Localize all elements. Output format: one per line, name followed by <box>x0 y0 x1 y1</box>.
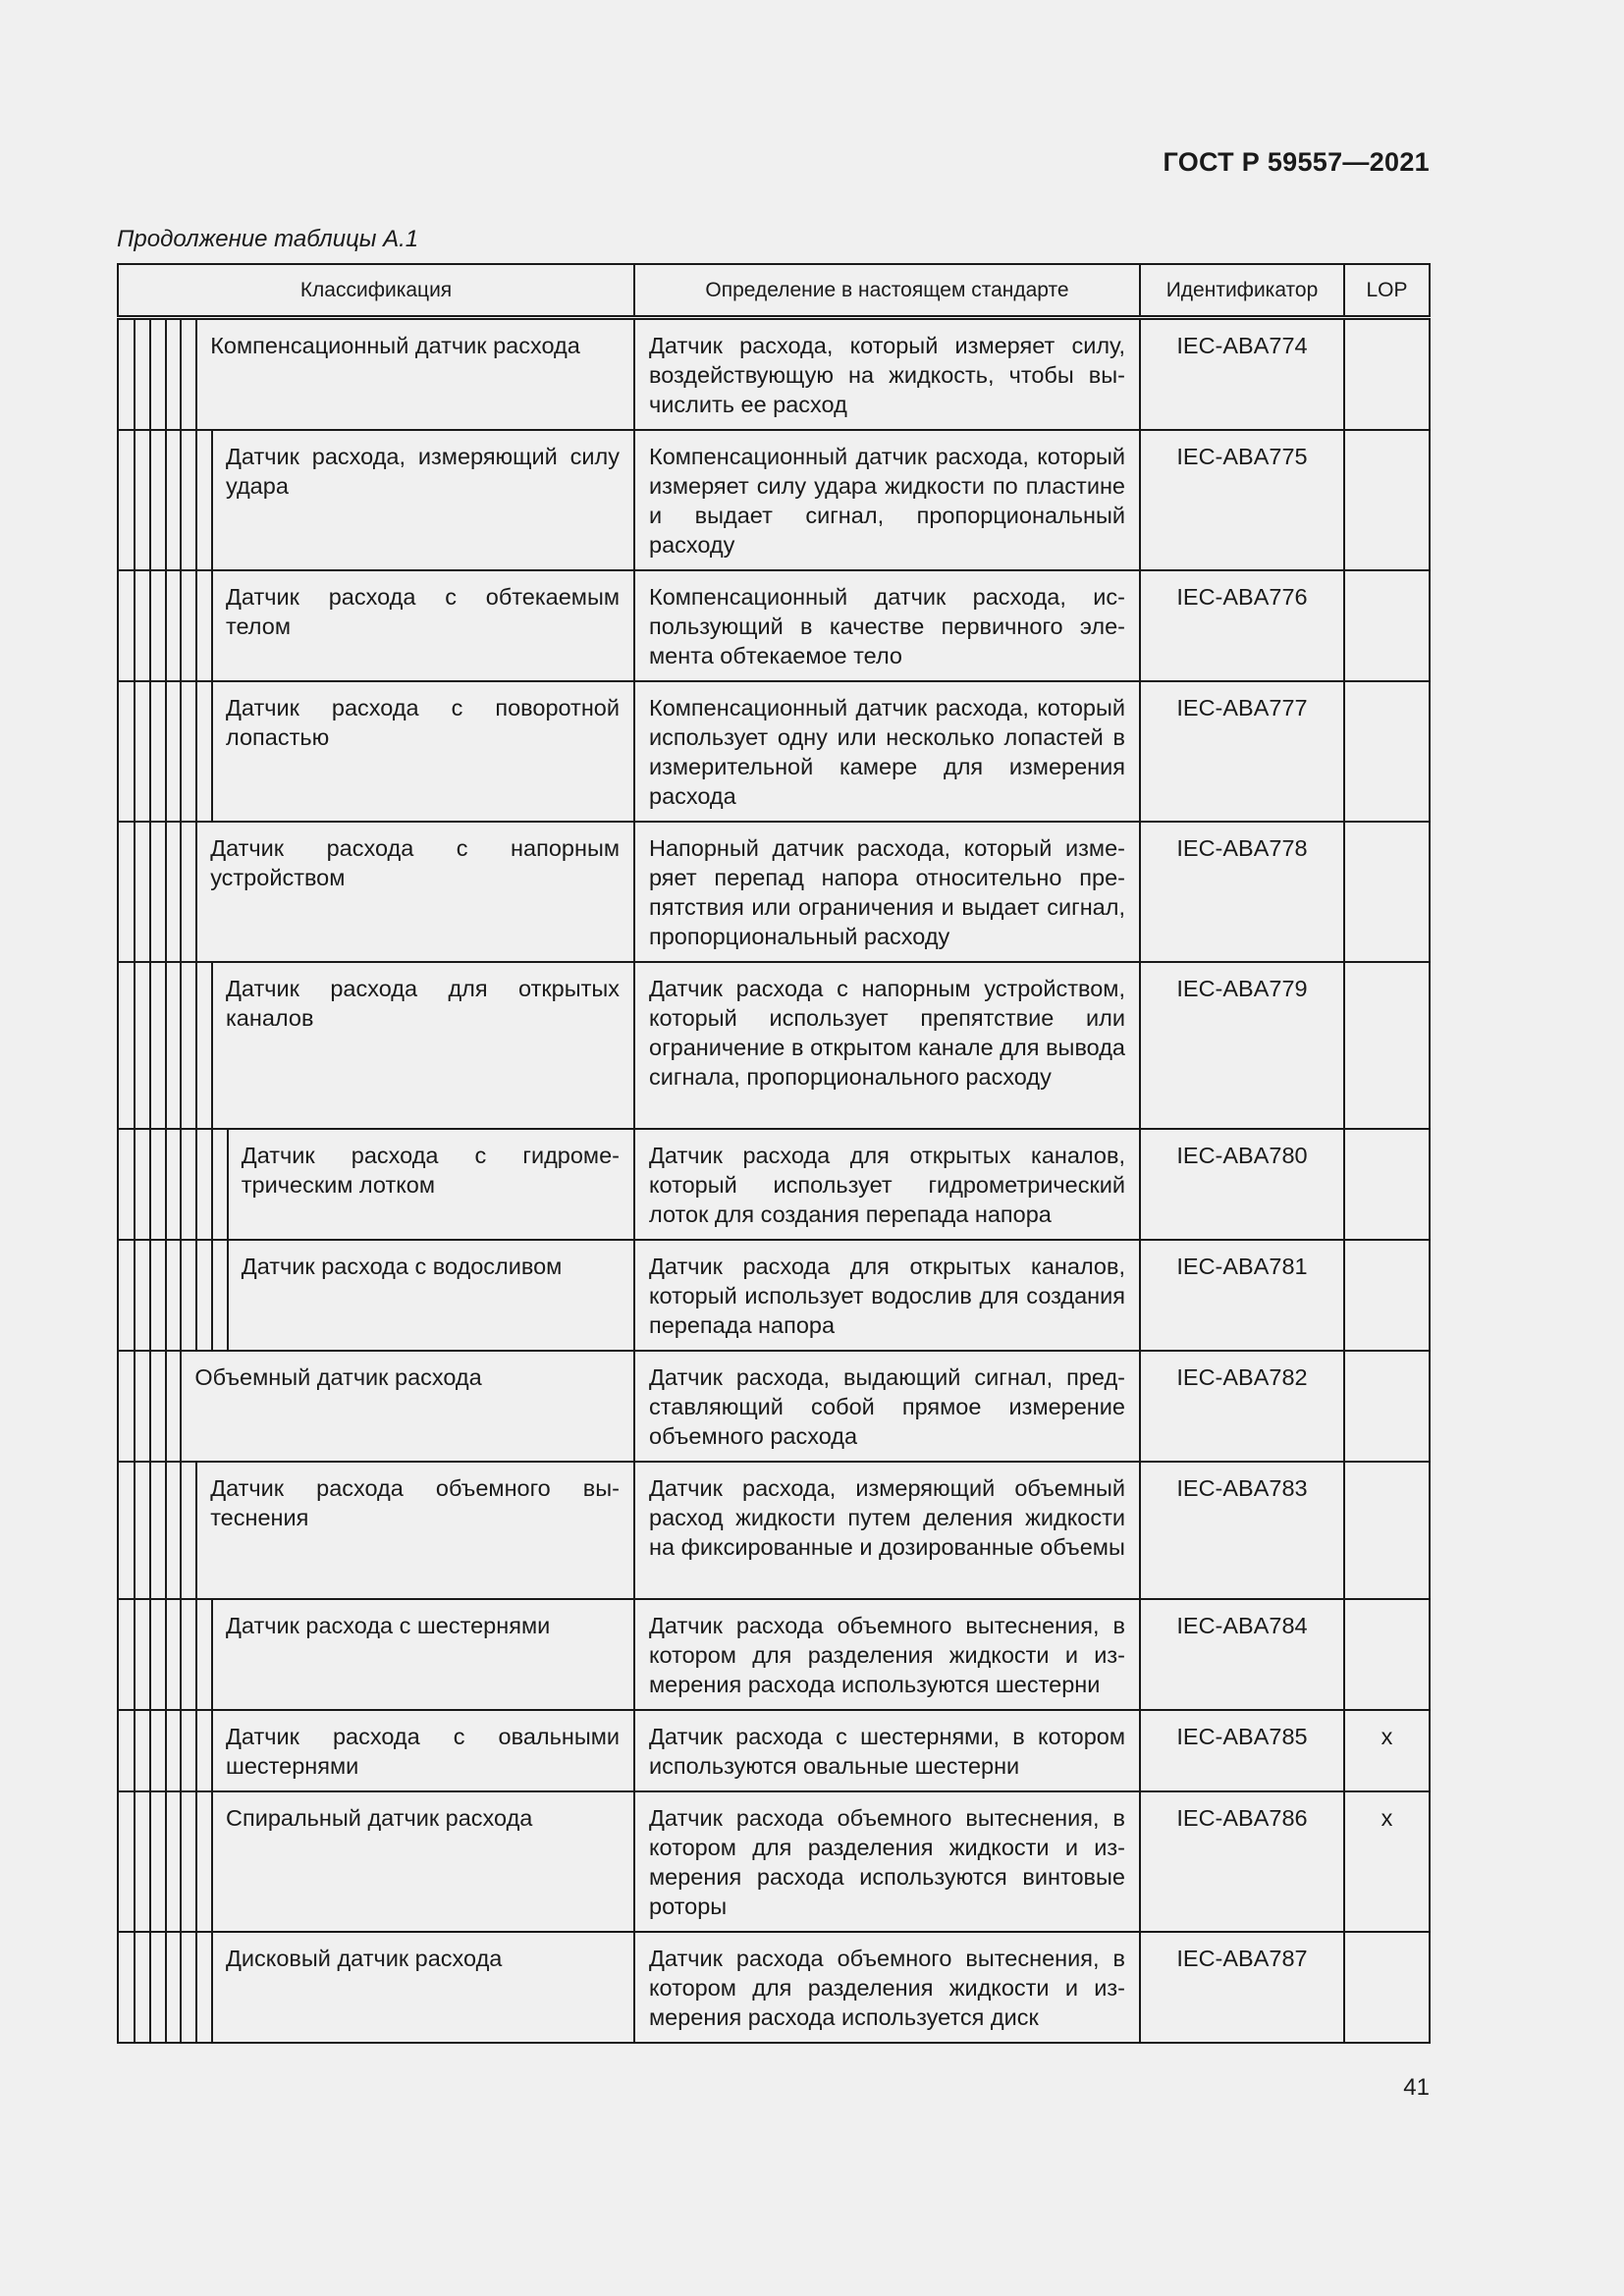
lop-cell <box>1344 1599 1430 1710</box>
definition-cell: Датчик расхода с шестернями, в котором используются овальные шестерни <box>634 1710 1140 1791</box>
hierarchy-line <box>134 1710 135 1791</box>
lop-cell <box>1344 681 1430 822</box>
hierarchy-line <box>165 1599 167 1710</box>
table-row <box>118 1599 1430 1710</box>
hierarchy-line <box>180 681 182 822</box>
hierarchy-line <box>165 1462 167 1599</box>
hierarchy-line <box>195 1932 197 2043</box>
classification-cell <box>118 430 634 570</box>
lop-cell <box>1344 430 1430 570</box>
classification-cell <box>118 1351 634 1462</box>
identifier-cell: IEC-ABA783 <box>1140 1462 1344 1599</box>
hierarchy-line <box>211 1240 213 1351</box>
definition-cell: Напорный датчик расхода, который измеряет перепад напора относительно препятствия или ограничения и выдает сигнал, пропорциональный расходу <box>634 822 1140 962</box>
lop-cell <box>1344 1351 1430 1462</box>
table-row <box>118 681 1430 822</box>
classification-cell <box>118 822 634 962</box>
hierarchy-line <box>195 570 197 681</box>
classification-cell <box>118 1129 634 1240</box>
table-row <box>118 1351 1430 1462</box>
classification-name: Дисковый датчик расхода <box>226 1946 503 1971</box>
definition-cell: Датчик расхода с напорным устройством, который использует препятствие или ограничение в открытом канале для вывода сигнала, пропорционального расходу <box>634 962 1140 1129</box>
header-definition: Определение в настоящем стандарте <box>634 264 1140 318</box>
hierarchy-line <box>165 319 167 430</box>
hierarchy-line <box>195 319 197 430</box>
lop-cell <box>1344 1240 1430 1351</box>
classification-name: Спиральный датчик расхода <box>226 1805 533 1831</box>
hierarchy-line <box>195 1129 197 1240</box>
classification-name: Датчик расхода с шестернями <box>226 1613 551 1638</box>
hierarchy-line <box>134 1599 135 1710</box>
hierarchy-line <box>134 1129 135 1240</box>
table-row <box>118 1791 1430 1932</box>
definition-cell: Компенсационный датчик расхода, который использует одну или несколько лопастей в измерительной камере для измерения расхода <box>634 681 1140 822</box>
lop-cell <box>1344 570 1430 681</box>
classification-cell <box>118 1932 634 2043</box>
hierarchy-line <box>195 1462 197 1599</box>
classification-name: Датчик расхода с поворотной лопастью <box>226 695 620 750</box>
hierarchy-line <box>149 822 151 962</box>
table-row <box>118 570 1430 681</box>
hierarchy-line <box>134 430 135 570</box>
identifier-cell: IEC-ABA775 <box>1140 430 1344 570</box>
classification-name: Объемный датчик расхода <box>194 1364 482 1390</box>
classification-cell <box>118 1462 634 1599</box>
hierarchy-line <box>211 681 213 822</box>
hierarchy-line <box>134 681 135 822</box>
hierarchy-line <box>180 1932 182 2043</box>
table-row <box>118 1240 1430 1351</box>
hierarchy-line <box>149 570 151 681</box>
hierarchy-line <box>195 962 197 1129</box>
hierarchy-line <box>211 430 213 570</box>
definition-cell: Датчик расхода, измеряющий объемный расход жидкости путем деления жидкости на фиксированные и дозированные объемы <box>634 1462 1140 1599</box>
hierarchy-line <box>195 1710 197 1791</box>
page-number: 41 <box>1403 2074 1430 2101</box>
hierarchy-line <box>149 1240 151 1351</box>
hierarchy-line <box>134 1240 135 1351</box>
lop-cell <box>1344 822 1430 962</box>
classification-name: Датчик расхода с водосливом <box>241 1254 563 1279</box>
definition-cell: Компенсационный датчик расхода, который измеряет силу удара жидкости по пластине и выдает сигнал, пропорциональный расходу <box>634 430 1140 570</box>
identifier-cell: IEC-ABA780 <box>1140 1129 1344 1240</box>
hierarchy-line <box>180 1462 182 1599</box>
hierarchy-line <box>211 1932 213 2043</box>
hierarchy-line <box>149 1791 151 1932</box>
hierarchy-line <box>149 681 151 822</box>
hierarchy-line <box>211 962 213 1129</box>
hierarchy-line <box>180 430 182 570</box>
definition-cell: Датчик расхода, который измеряет силу, воздействующую на жидкость, чтобы вычислить ее расход <box>634 318 1140 431</box>
table-row <box>118 962 1430 1129</box>
hierarchy-line <box>149 962 151 1129</box>
hierarchy-line <box>165 570 167 681</box>
hierarchy-line <box>211 1710 213 1791</box>
definition-cell: Датчик расхода объемного вытеснения, в котором для разделения жидкости и измерения расхода используются шестерни <box>634 1599 1140 1710</box>
table-row <box>118 430 1430 570</box>
classification-cell <box>118 1240 634 1351</box>
hierarchy-line <box>227 1129 229 1240</box>
classification-cell <box>118 1710 634 1791</box>
classification-cell <box>118 570 634 681</box>
hierarchy-line <box>165 681 167 822</box>
classification-table <box>117 263 1431 2044</box>
hierarchy-line <box>180 962 182 1129</box>
table-row <box>118 1129 1430 1240</box>
identifier-cell: IEC-ABA781 <box>1140 1240 1344 1351</box>
hierarchy-line <box>134 962 135 1129</box>
lop-cell <box>1344 1462 1430 1599</box>
hierarchy-line <box>149 1932 151 2043</box>
table-header-row <box>118 264 1430 318</box>
hierarchy-line <box>165 822 167 962</box>
lop-cell <box>1344 962 1430 1129</box>
document-code: ГОСТ Р 59557—2021 <box>1163 147 1430 177</box>
hierarchy-line <box>195 1240 197 1351</box>
table-row <box>118 318 1430 431</box>
classification-name: Компенсационный датчик расхода <box>210 333 580 358</box>
hierarchy-line <box>195 430 197 570</box>
definition-cell: Датчик расхода объемного вытеснения, в котором для разделения жидкости и измерения расхода используется диск <box>634 1932 1140 2043</box>
definition-cell: Датчик расхода, выдающий сигнал, представляющий собой прямое измерение объемного расхода <box>634 1351 1140 1462</box>
hierarchy-line <box>180 1710 182 1791</box>
identifier-cell: IEC-ABA782 <box>1140 1351 1344 1462</box>
lop-cell <box>1344 1932 1430 2043</box>
hierarchy-line <box>165 1129 167 1240</box>
table-row <box>118 1932 1430 2043</box>
table-caption: Продолжение таблицы А.1 <box>117 226 419 252</box>
classification-cell <box>118 1791 634 1932</box>
hierarchy-line <box>180 1791 182 1932</box>
hierarchy-line <box>134 1351 135 1462</box>
hierarchy-line <box>180 1599 182 1710</box>
lop-cell <box>1344 1129 1430 1240</box>
hierarchy-line <box>180 319 182 430</box>
definition-cell: Датчик расхода для открытых каналов, который использует водослив для создания перепада напора <box>634 1240 1140 1351</box>
hierarchy-line <box>180 1129 182 1240</box>
hierarchy-line <box>165 962 167 1129</box>
hierarchy-line <box>180 1351 182 1462</box>
hierarchy-line <box>134 822 135 962</box>
hierarchy-line <box>211 1129 213 1240</box>
hierarchy-line <box>211 1791 213 1932</box>
hierarchy-line <box>134 1791 135 1932</box>
classification-cell <box>118 962 634 1129</box>
classification-name: Датчик расхода, измеряющий силу удара <box>226 444 620 499</box>
hierarchy-line <box>134 1462 135 1599</box>
table-row <box>118 822 1430 962</box>
classification-name: Датчик расхода с овальными шестернями <box>226 1724 620 1779</box>
hierarchy-line <box>149 1129 151 1240</box>
hierarchy-line <box>134 319 135 430</box>
definition-cell: Компенсационный датчик расхода, использующий в качестве первичного элемента обтекаемое тело <box>634 570 1140 681</box>
hierarchy-line <box>149 1351 151 1462</box>
classification-name: Датчик расхода для открытых каналов <box>226 976 620 1031</box>
definition-cell: Датчик расхода для открытых каналов, который использует гидрометрический лоток для создания перепада напора <box>634 1129 1140 1240</box>
identifier-cell: IEC-ABA777 <box>1140 681 1344 822</box>
table-row <box>118 1462 1430 1599</box>
identifier-cell: IEC-ABA785 <box>1140 1710 1344 1791</box>
hierarchy-line <box>165 1240 167 1351</box>
hierarchy-line <box>180 570 182 681</box>
hierarchy-line <box>165 1791 167 1932</box>
hierarchy-line <box>211 1599 213 1710</box>
hierarchy-line <box>149 430 151 570</box>
hierarchy-line <box>195 1791 197 1932</box>
hierarchy-line <box>195 1599 197 1710</box>
hierarchy-line <box>149 1710 151 1791</box>
hierarchy-line <box>165 430 167 570</box>
hierarchy-line <box>165 1351 167 1462</box>
hierarchy-line <box>134 1932 135 2043</box>
hierarchy-line <box>149 1462 151 1599</box>
hierarchy-line <box>180 822 182 962</box>
lop-cell <box>1344 318 1430 431</box>
identifier-cell: IEC-ABA786 <box>1140 1791 1344 1932</box>
classification-name: Датчик расхода объемного вытеснения <box>210 1475 620 1530</box>
header-identifier: Идентификатор <box>1140 264 1344 318</box>
classification-cell <box>118 318 634 431</box>
identifier-cell: IEC-ABA779 <box>1140 962 1344 1129</box>
classification-name: Датчик расхода с гидрометрическим лотком <box>241 1143 620 1198</box>
identifier-cell: IEC-ABA787 <box>1140 1932 1344 2043</box>
hierarchy-line <box>195 681 197 822</box>
hierarchy-line <box>165 1932 167 2043</box>
hierarchy-line <box>149 1599 151 1710</box>
hierarchy-line <box>195 822 197 962</box>
identifier-cell: IEC-ABA784 <box>1140 1599 1344 1710</box>
header-classification: Классификация <box>118 264 634 318</box>
lop-cell: x <box>1344 1791 1430 1932</box>
hierarchy-line <box>149 319 151 430</box>
hierarchy-line <box>211 570 213 681</box>
classification-cell <box>118 1599 634 1710</box>
hierarchy-line <box>227 1240 229 1351</box>
identifier-cell: IEC-ABA774 <box>1140 318 1344 431</box>
identifier-cell: IEC-ABA776 <box>1140 570 1344 681</box>
hierarchy-line <box>180 1240 182 1351</box>
header-lop: LOP <box>1344 264 1430 318</box>
identifier-cell: IEC-ABA778 <box>1140 822 1344 962</box>
hierarchy-line <box>134 570 135 681</box>
hierarchy-line <box>165 1710 167 1791</box>
classification-cell <box>118 681 634 822</box>
classification-name: Датчик расхода с напорным устройством <box>210 835 620 890</box>
definition-cell: Датчик расхода объемного вытеснения, в котором для разделения жидкости и измерения расхода используются винтовые роторы <box>634 1791 1140 1932</box>
classification-name: Датчик расхода с обтекаемым телом <box>226 584 620 639</box>
table-row <box>118 1710 1430 1791</box>
lop-cell: x <box>1344 1710 1430 1791</box>
